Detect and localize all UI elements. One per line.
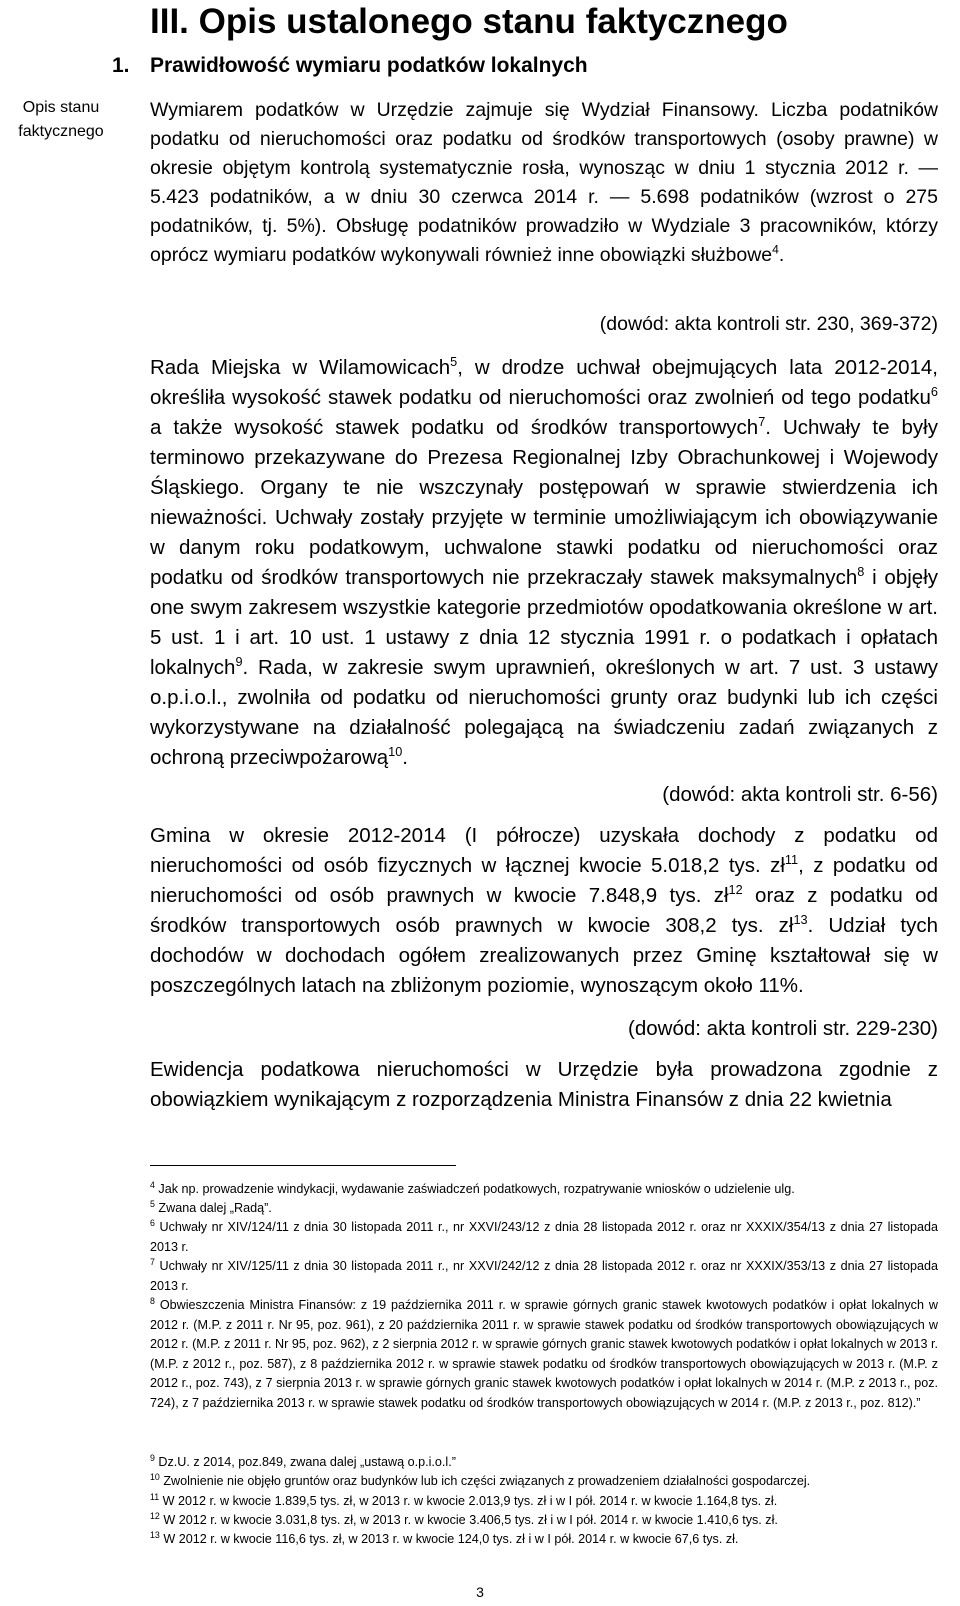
page-number: 3 — [476, 1584, 484, 1600]
footnote-text: Zwana dalej „Radą”. — [158, 1201, 272, 1215]
para2-text-a: Rada Miejska w Wilamowicach — [150, 356, 451, 379]
footnote-number: 8 — [150, 1295, 155, 1306]
footnote-ref-10[interactable]: 10 — [388, 744, 403, 760]
footnote-text: Jak np. prowadzenie windykacji, wydawanie zaświadczeń podatkowych, rozpatrywanie wniosków o udzielenie ulg. — [158, 1182, 795, 1196]
footnote-ref-12[interactable]: 12 — [728, 882, 743, 898]
footnote-separator — [150, 1165, 456, 1166]
footnote-11 — [150, 1492, 938, 1512]
footnote-text: W 2012 r. w kwocie 3.031,8 tys. zł, w 2013 r. w kwocie 3.406,5 tys. zł i w I pół. 2014 r. w kwocie 1.410,6 tys. zł. — [163, 1513, 778, 1527]
subsection-title: Prawidłowość wymiaru podatków lokalnych — [150, 54, 588, 77]
footnote-number: 13 — [150, 1529, 160, 1540]
footnote-10 — [150, 1472, 938, 1492]
paragraph-1 — [150, 96, 938, 270]
footnote-text: Obwieszczenia Ministra Finansów: z 19 października 2011 r. w sprawie górnych granic stawek kwotowych podatków i opłat lokalnych w 2012 r. (M.P. z 2011 r. Nr 95, poz. 961), z 20 października 2011 r. w sprawie stawek podatku od środków transportowych obowiązujących w 2012 r. (M.P. z 2011 r. Nr 95, poz. 962), z 2 sierpnia 2012 r. w sprawie górnych granic stawek kwotowych podatków i opłat lokalnych w 2013 r. (M.P. z 2012 r., poz. 587), z 8 października 2012 r. w sprawie stawek podatku od środków transportowych obowiązujących w 2013 r. (M.P. z 2012 r., poz. 743), z 7 sierpnia 2013 r. w sprawie górnych granic stawek kwotowych podatków i opłat lokalnych w 2014 r. (M.P. z 2013 r., poz. 724), z 7 października 2013 r. w sprawie stawek podatku od środków transportowych obowiązujących w 2014 r. (M.P. z 2013 r., poz. 812).” — [150, 1298, 939, 1410]
footnote-text: W 2012 r. w kwocie 116,6 tys. zł, w 2013 r. w kwocie 124,0 tys. zł i w I pół. 2014 r. w kwocie 67,6 tys. zł. — [163, 1532, 739, 1546]
footnote-number: 12 — [150, 1510, 160, 1521]
para3-text-a: Gmina w okresie 2012-2014 (I półrocze) uzyskała dochody z podatku od nieruchomości od osób fizycznych w łącznej kwocie 5.018,2 tys. zł — [150, 824, 938, 877]
para2-text-c: a także wysokość stawek podatku od środków transportowych — [150, 416, 759, 439]
footnote-number: 6 — [150, 1217, 155, 1228]
section-heading: III. Opis ustalonego stanu faktycznego — [150, 2, 788, 41]
footnote-12 — [150, 1511, 938, 1531]
footnote-7 — [150, 1257, 938, 1296]
para3-text-c: oraz z podatku od środków transportowych osób prawnych w kwocie 308,2 tys. zł — [150, 884, 938, 937]
sidebar-line-2: faktycznego — [18, 123, 104, 140]
footnote-number: 5 — [150, 1198, 155, 1209]
footnote-ref-8[interactable]: 8 — [857, 564, 865, 580]
footnote-text: Uchwały nr XIV/124/11 z dnia 30 listopada 2011 r., nr XXVI/243/12 z dnia 28 listopada 2012 r. oraz nr XXXIX/354/13 z dnia 27 listopada 2013 r. — [150, 1220, 939, 1254]
footnote-text: W 2012 r. w kwocie 1.839,5 tys. zł, w 2013 r. w kwocie 2.013,9 tys. zł i w I pół. 2014 r. w kwocie 1.164,8 tys. zł. — [162, 1494, 778, 1508]
paragraph-2 — [150, 353, 938, 773]
para2-text-g: . — [402, 746, 408, 769]
footnote-ref-4[interactable]: 4 — [772, 242, 779, 257]
footnote-number: 9 — [150, 1452, 155, 1463]
footnote-number: 10 — [150, 1471, 160, 1482]
footnote-ref-6[interactable]: 6 — [930, 384, 938, 400]
footnote-text: Uchwały nr XIV/125/11 z dnia 30 listopada 2011 r., nr XXVI/242/12 z dnia 28 listopada 2012 r. oraz nr XXXIX/353/13 z dnia 27 listopada 2013 r. — [150, 1259, 939, 1293]
para1-text-a: Wymiarem podatków w Urzędzie zajmuje się Wydział Finansowy. Liczba podatników podatku od nieruchomości oraz podatku od środków transportowych (osoby prawne) w okresie objętym kontrolą systematycznie rosła, wynosząc w dniu 1 stycznia 2012 r. — 5.423 podatników, a w dniu 30 czerwca 2014 r. — 5.698 podatników (wzrost o 275 podatników, tj. 5%). Obsługę podatników prowadziło w Wydziale 3 pracowników, którzy oprócz wymiaru podatków wykonywali również inne obowiązki służbowe — [150, 99, 938, 266]
sidebar-label — [0, 96, 122, 144]
footnote-4 — [150, 1180, 938, 1200]
footnote-ref-13[interactable]: 13 — [793, 912, 808, 928]
footnote-number: 11 — [150, 1491, 160, 1502]
footnote-text: Zwolnienie nie objęło gruntów oraz budynków lub ich części związanych z prowadzeniem działalności gospodarczej. — [163, 1474, 811, 1488]
subsection-heading — [112, 54, 588, 78]
footnote-9 — [150, 1453, 938, 1473]
para1-text-b: . — [778, 244, 785, 266]
evidence-note-3: (dowód: akta kontroli str. 229-230) — [628, 1017, 938, 1040]
footnote-ref-5[interactable]: 5 — [450, 354, 458, 370]
evidence-note-1: (dowód: akta kontroli str. 230, 369-372) — [599, 313, 938, 335]
evidence-note-2: (dowód: akta kontroli str. 6-56) — [662, 783, 938, 806]
footnote-8 — [150, 1296, 938, 1414]
para3-text-b: , z podatku od nieruchomości od osób prawnych w kwocie 7.848,9 tys. zł — [150, 854, 938, 907]
footnote-ref-9[interactable]: 9 — [235, 654, 243, 670]
footnote-6 — [150, 1218, 938, 1257]
footnote-number: 4 — [150, 1179, 155, 1190]
para2-text-d: . Uchwały te były terminowo przekazywane do Prezesa Regionalnej Izby Obrachunkowej i Wojewody Śląskiego. Organy te nie wszczynały postępowań w sprawie stwierdzenia ich nieważności. Uchwały zostały przyjęte w terminie umożliwiającym ich obowiązywanie w danym roku podatkowym, uchwalone stawki podatku od nieruchomości oraz podatku od środków transportowych nie przekraczały stawek maksymalnych — [150, 416, 938, 589]
sidebar-line-1: Opis stanu — [22, 99, 100, 116]
para3-text-d: . Udział tych dochodów w dochodach ogółem zrealizowanych przez Gminę kształtował się w poszczególnych latach na zbliżonym poziomie, wynoszącym około 11%. — [150, 914, 938, 997]
paragraph-3 — [150, 821, 938, 1001]
footnote-13 — [150, 1530, 938, 1550]
footnote-number: 7 — [150, 1256, 155, 1267]
footnote-ref-7[interactable]: 7 — [758, 414, 766, 430]
footnote-text: Dz.U. z 2014, poz.849, zwana dalej „ustawą o.p.i.o.l.” — [158, 1455, 456, 1469]
subsection-number: 1. — [112, 54, 130, 77]
para2-text-b: , w drodze uchwał obejmujących lata 2012-2014, określiła wysokość stawek podatku od nieruchomości oraz zwolnień od tego podatku — [150, 356, 939, 409]
footnote-ref-11[interactable]: 11 — [784, 852, 799, 868]
footnote-5 — [150, 1199, 938, 1219]
para2-text-e: i objęły one swym zakresem wszystkie kategorie przedmiotów opodatkowania określone w art. 5 ust. 1 i art. 10 ust. 1 ustawy z dnia 12 stycznia 1991 r. o podatkach i opłatach lokalnych — [150, 566, 938, 679]
paragraph-4: Ewidencja podatkowa nieruchomości w Urzędzie była prowadzona zgodnie z obowiązkiem wynikającym z rozporządzenia Ministra Finansów z dnia 22 kwietnia — [150, 1058, 938, 1111]
para2-text-f: . Rada, w zakresie swym uprawnień, określonych w art. 7 ust. 3 ustawy o.p.i.o.l., zwolniła od podatku od nieruchomości grunty oraz budynki lub ich części wykorzystywane na działalność polegającą na świadczeniu zadań związanych z ochroną przeciwpożarową — [150, 656, 938, 769]
